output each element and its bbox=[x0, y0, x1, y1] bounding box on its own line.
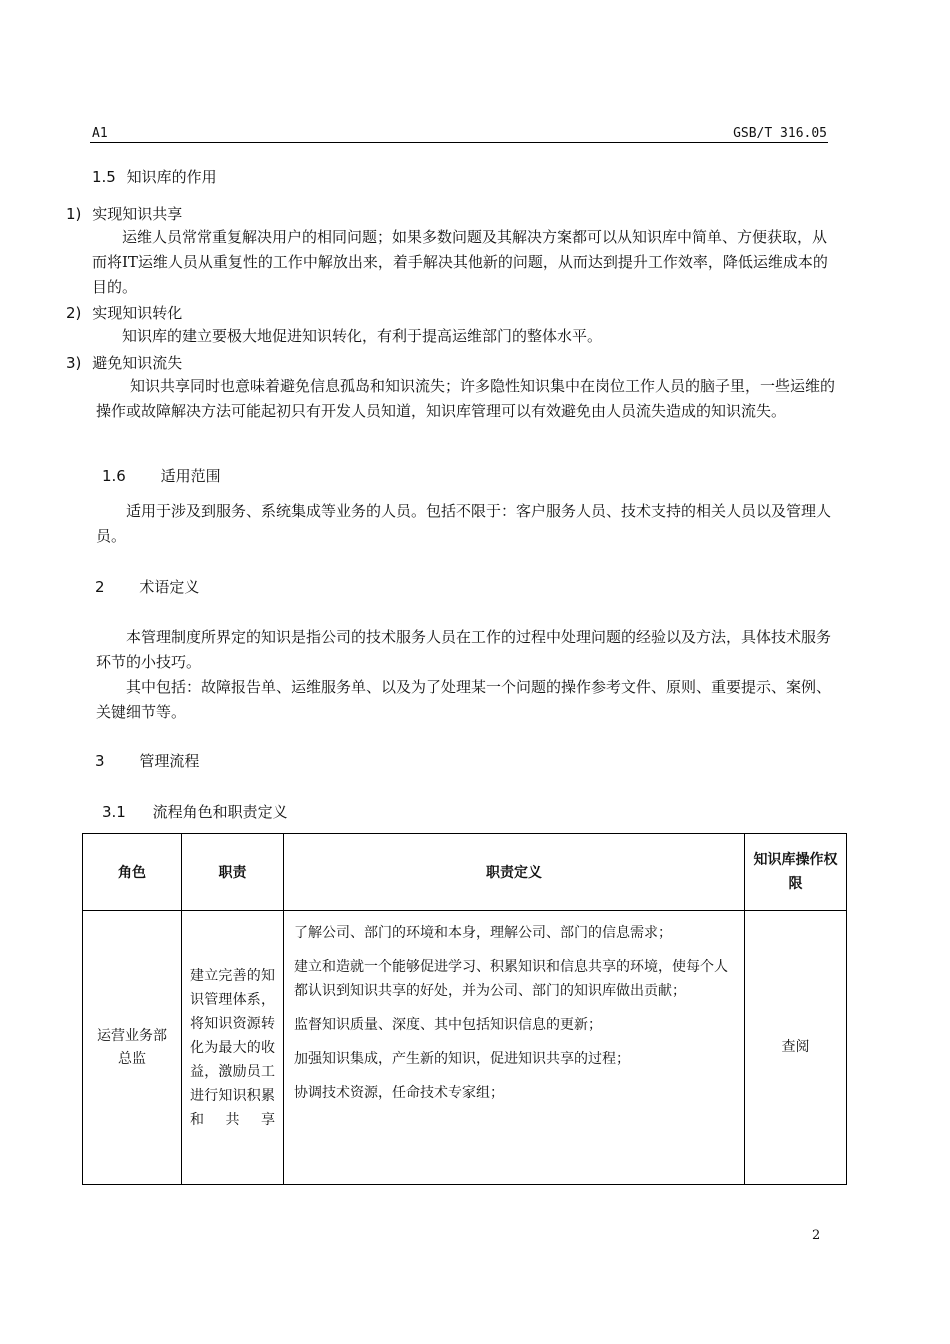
section-3-1-heading bbox=[102, 801, 288, 822]
item-number: 2) bbox=[66, 304, 82, 322]
item-title: 实现知识转化 bbox=[92, 304, 183, 322]
item-2-paragraph: 知识库的建立要极大地促进知识转化，有利于提高运维部门的整体水平。 bbox=[122, 327, 603, 345]
table-row bbox=[83, 911, 847, 1185]
section-2-paragraph-2: 其中包括：故障报告单、运维服务单、以及为了处理某一个问题的操作参考文件、原则、重要提示、案例、关键细节等。 bbox=[96, 678, 832, 721]
section-title: 适用范围 bbox=[160, 467, 221, 485]
item-number: 1) bbox=[66, 205, 82, 223]
item-title: 避免知识流失 bbox=[92, 354, 183, 372]
header-role: 角色 bbox=[83, 834, 182, 911]
definition-cell bbox=[284, 911, 745, 1185]
section-1-6-paragraph: 适用于涉及到服务、系统集成等业务的人员。包括不限于：客户服务人员、技术支持的相关人员以及管理人员。 bbox=[96, 502, 832, 545]
section-number: 3 bbox=[95, 752, 105, 770]
permission-cell: 查阅 bbox=[745, 911, 847, 1185]
header-rule bbox=[90, 142, 828, 143]
header-definition: 职责定义 bbox=[284, 834, 745, 911]
definition-item: 协调技术资源，任命技术专家组； bbox=[294, 1085, 504, 1101]
section-1-6-heading bbox=[102, 465, 221, 486]
item-3-paragraph: 知识共享同时也意味着避免信息孤岛和知识流失；许多隐性知识集中在岗位工作人员的脑子里，一些运维的操作或故障解决方法可能起初只有开发人员知道，知识库管理可以有效避免由人员流失造成的知识流失。 bbox=[96, 377, 836, 420]
section-title: 术语定义 bbox=[139, 578, 200, 596]
section-title: 管理流程 bbox=[139, 752, 200, 770]
section-2-paragraph-1: 本管理制度所界定的知识是指公司的技术服务人员在工作的过程中处理问题的经验以及方法，具体技术服务环节的小技巧。 bbox=[96, 628, 832, 671]
header-permission: 知识库操作权限 bbox=[745, 834, 847, 911]
section-3-heading bbox=[95, 750, 199, 771]
section-number: 3.1 bbox=[102, 803, 126, 821]
section-title: 流程角色和职责定义 bbox=[152, 803, 288, 821]
definition-item: 建立和造就一个能够促进学习、积累知识和信息共享的环境，使每个人都认识到知识共享的好处，并为公司、部门的知识库做出贡献； bbox=[294, 959, 728, 999]
item-1-paragraph: 运维人员常常重复解决用户的相同问题；如果多数问题及其解决方案都可以从知识库中简单、方便获取，从而将IT运维人员从重复性的工作中解放出来，着手解决其他新的问题，从而达到提升工作效率，降低运维成本的目的。 bbox=[92, 228, 828, 296]
section-number: 2 bbox=[95, 578, 105, 596]
section-2-heading bbox=[95, 576, 199, 597]
definition-item: 监督知识质量、深度、其中包括知识信息的更新； bbox=[294, 1017, 602, 1033]
header-left: A1 bbox=[92, 126, 108, 141]
roles-table bbox=[82, 833, 847, 1185]
definition-item: 了解公司、部门的环境和本身，理解公司、部门的信息需求； bbox=[294, 925, 672, 941]
definition-item: 加强知识集成，产生新的知识，促进知识共享的过程； bbox=[294, 1051, 630, 1067]
role-cell: 运营业务部总监 bbox=[83, 911, 182, 1185]
section-title: 知识库的作用 bbox=[126, 168, 217, 186]
item-3-heading bbox=[66, 352, 182, 373]
duty-cell: 建立完善的知识管理体系，将知识资源转化为最大的收益，激励员工进行知识积累和共享 bbox=[182, 911, 284, 1185]
header-duty: 职责 bbox=[182, 834, 284, 911]
item-2-heading bbox=[66, 302, 182, 323]
item-1-heading bbox=[66, 203, 182, 224]
table-header-row bbox=[83, 834, 847, 911]
page-number: 2 bbox=[812, 1228, 821, 1243]
section-number: 1.6 bbox=[102, 467, 126, 485]
header-right: GSB/T 316.05 bbox=[733, 126, 827, 141]
item-number: 3) bbox=[66, 354, 82, 372]
section-1-5-heading bbox=[92, 166, 217, 187]
item-title: 实现知识共享 bbox=[92, 205, 183, 223]
section-number: 1.5 bbox=[92, 168, 116, 186]
